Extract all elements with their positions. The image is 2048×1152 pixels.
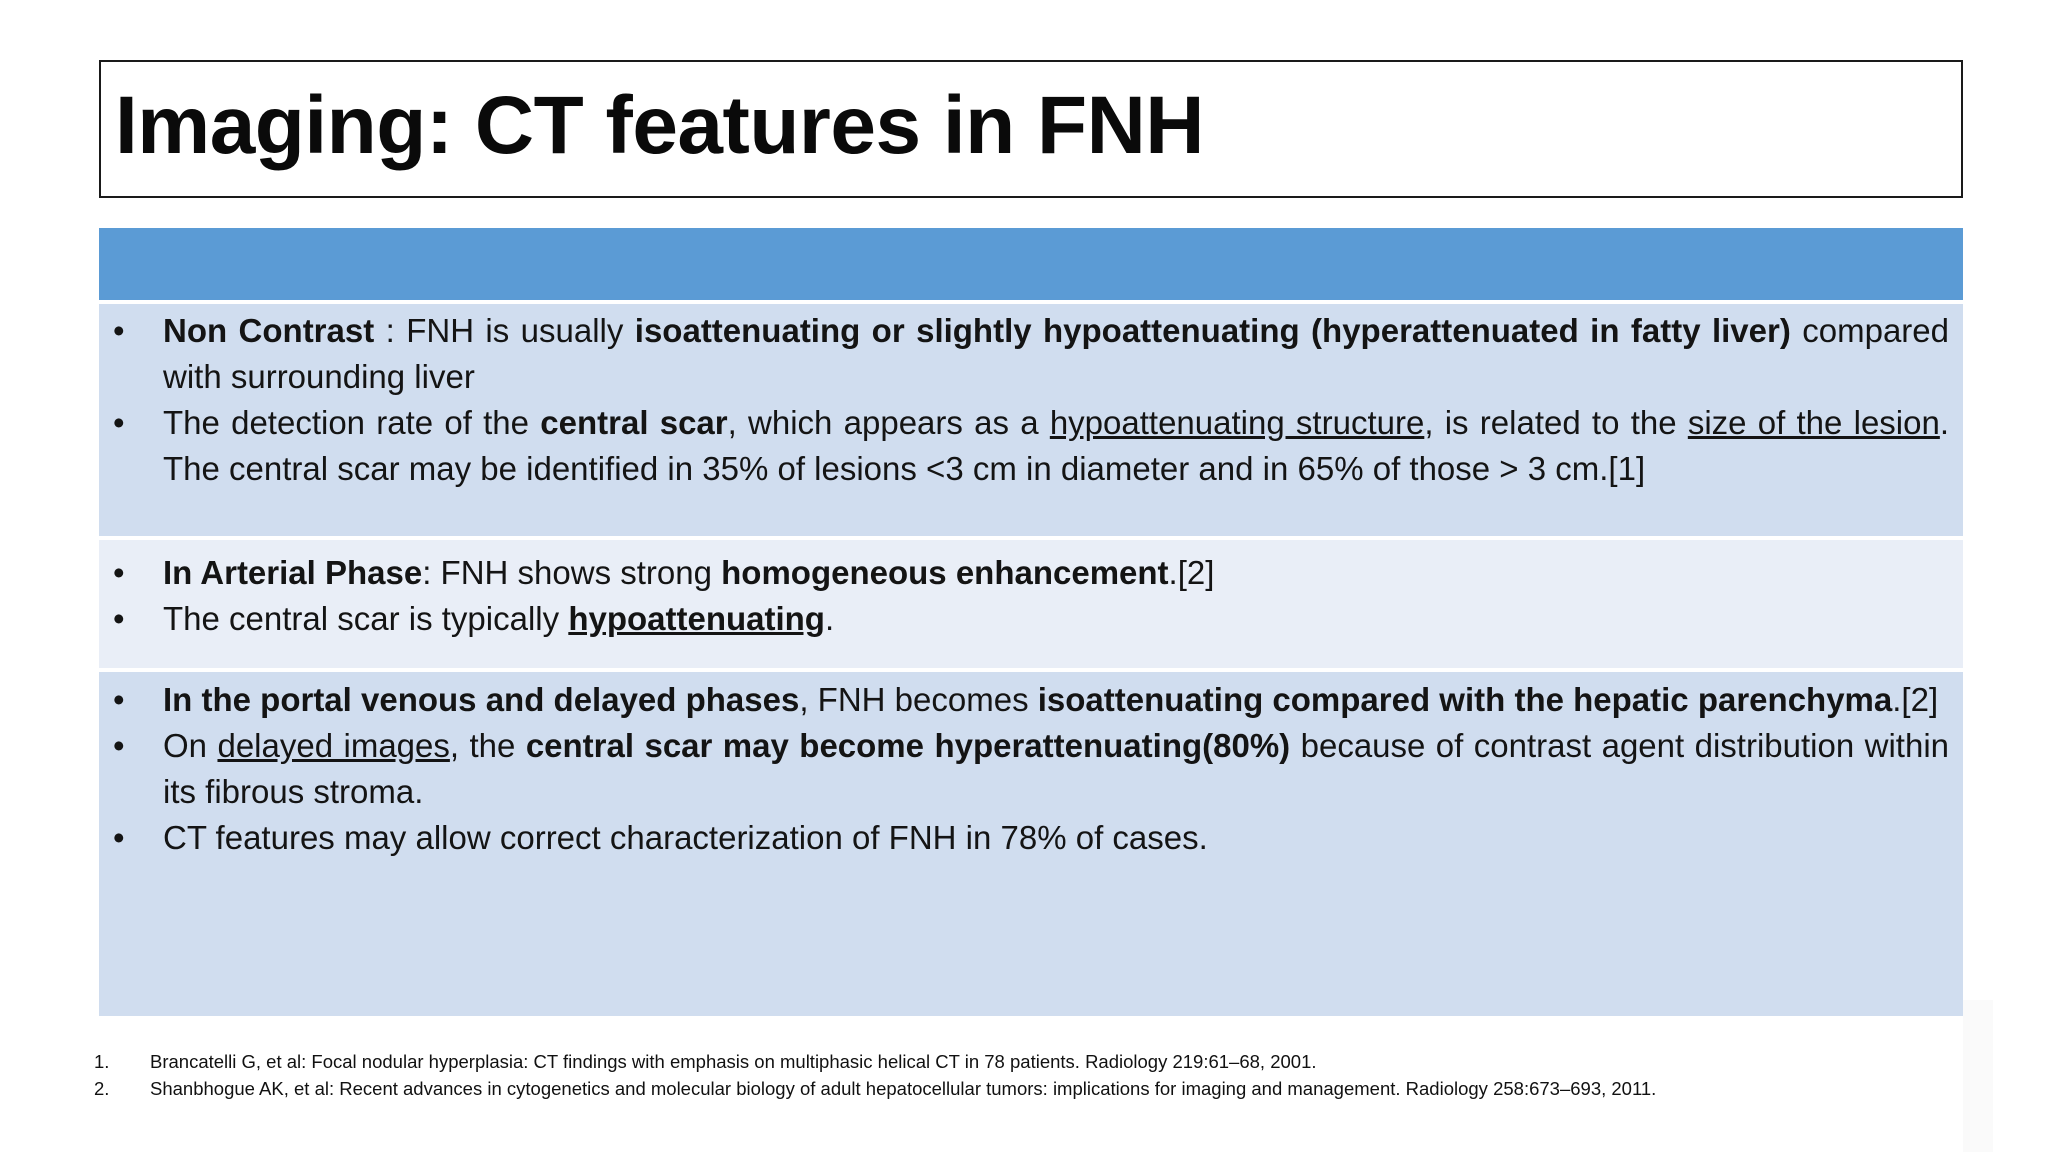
reference-item bbox=[90, 1075, 1950, 1102]
bullet-characterization bbox=[163, 815, 1949, 861]
reference-number: 2. bbox=[94, 1078, 110, 1099]
reference-number: 1. bbox=[94, 1051, 110, 1072]
text-segment: .[2] bbox=[1892, 681, 1939, 718]
text-segment: . bbox=[824, 600, 835, 637]
bold-term: In Arterial Phase bbox=[163, 554, 423, 591]
table-row-arterial-phase bbox=[99, 536, 1963, 668]
reference-text: Brancatelli G, et al: Focal nodular hyperplasia: CT findings with emphasis on multiphasic helical CT in 78 patients. Radiology 219:61–68, 2001. bbox=[150, 1051, 1317, 1072]
text-segment: .[2] bbox=[1168, 554, 1215, 591]
bullet-portal-venous bbox=[163, 677, 1949, 723]
text-segment: . The central scar may be identified in 35% of lesions <3 cm in diameter and in 65% of those > 3 cm.[1] bbox=[163, 404, 1950, 487]
text-segment: CT features may allow correct characterization of FNH in 78% of cases. bbox=[163, 819, 1208, 856]
slide-title: Imaging: CT features in FNH bbox=[115, 80, 1205, 171]
underlined-term: delayed images bbox=[217, 727, 450, 764]
bullet-non-contrast bbox=[163, 308, 1949, 400]
content-table bbox=[99, 228, 1963, 1016]
bullet-central-scar-detection bbox=[163, 400, 1949, 492]
bold-term: isoattenuating or slightly hypoattenuating (hyperattenuated in fatty liver) bbox=[634, 312, 1791, 349]
bold-term: central scar may become hyperattenuating(80%) bbox=[525, 727, 1291, 764]
underlined-term: size of the lesion bbox=[1687, 404, 1940, 441]
bold-term: central scar bbox=[540, 404, 728, 441]
text-segment: because of contrast agent distribution within its fibrous stroma. bbox=[163, 727, 1949, 810]
text-segment: , the bbox=[449, 727, 526, 764]
text-segment: : FNH is usually bbox=[374, 312, 635, 349]
table-row-non-contrast bbox=[99, 300, 1963, 536]
bullet-delayed-images bbox=[163, 723, 1949, 815]
table-row-portal-delayed bbox=[99, 668, 1963, 1016]
text-segment: , which appears as a bbox=[727, 404, 1050, 441]
table-header-band bbox=[99, 228, 1963, 300]
text-segment: : FNH shows strong bbox=[422, 554, 722, 591]
text-segment: , is related to the bbox=[1424, 404, 1688, 441]
title-box bbox=[99, 60, 1963, 198]
text-segment: compared with surrounding liver bbox=[163, 312, 1949, 395]
bold-term: Non Contrast bbox=[163, 312, 375, 349]
text-segment: The detection rate of the bbox=[163, 404, 541, 441]
text-segment: On bbox=[163, 727, 218, 764]
references bbox=[90, 1048, 1950, 1102]
reference-text: Shanbhogue AK, et al: Recent advances in cytogenetics and molecular biology of adult hepatocellular tumors: implications for imaging and management. Radiology 258:673–693, 2011. bbox=[150, 1078, 1657, 1099]
bullet-arterial-phase bbox=[163, 550, 1949, 596]
underlined-term: hypoattenuating structure bbox=[1049, 404, 1425, 441]
bold-underlined-term: hypoattenuating bbox=[568, 600, 825, 637]
reference-item bbox=[90, 1048, 1950, 1075]
bold-term: isoattenuating compared with the hepatic parenchyma bbox=[1037, 681, 1893, 718]
bold-term: homogeneous enhancement bbox=[721, 554, 1169, 591]
decorative-edge bbox=[1963, 1000, 1993, 1152]
text-segment: The central scar is typically bbox=[163, 600, 569, 637]
text-segment: , FNH becomes bbox=[799, 681, 1038, 718]
bullet-central-scar-arterial bbox=[163, 596, 1949, 642]
bold-term: In the portal venous and delayed phases bbox=[163, 681, 800, 718]
